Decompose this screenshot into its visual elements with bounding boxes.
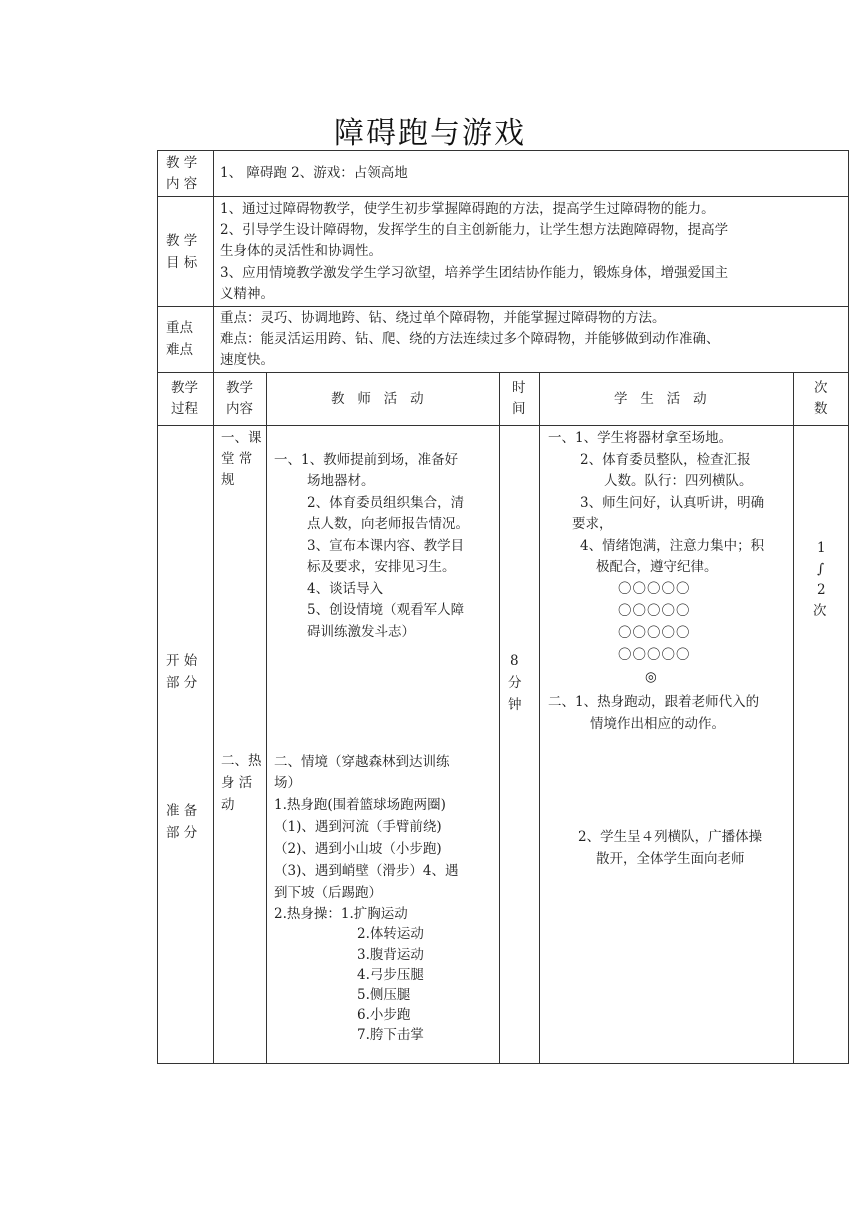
- key-label-2: 难点: [166, 342, 193, 358]
- header-teacher: 教 师 活 动: [331, 391, 424, 407]
- student-line: 极配合，遵守纪律。: [596, 559, 718, 575]
- key-label-1: 重点: [166, 320, 193, 336]
- student-line: 3、师生问好，认真听讲，明确: [580, 495, 765, 511]
- teacher-line: 5、创设情境（观看军人障: [307, 602, 465, 618]
- goals-line-1: 1、通过过障碍物教学，使学生初步掌握障碍跑的方法，提高学生过障碍物的能力。: [220, 201, 715, 217]
- header-time-2: 间: [512, 401, 526, 417]
- student-line: 4、情绪饱满，注意力集中；积: [580, 538, 765, 554]
- section-prep-1: 准 备: [166, 803, 198, 819]
- teacher-position-marker: ◎: [645, 669, 657, 685]
- student-line: 二、1、热身跑动，跟着老师代入的: [548, 694, 760, 710]
- goals-label-1: 教 学: [166, 233, 198, 249]
- teacher-line: 2.热身操：1.扩胸运动: [274, 906, 408, 922]
- teacher-line: 6.小步跑: [357, 1007, 411, 1023]
- teacher-line: （3)、遇到峭壁（滑步）4、遇: [274, 863, 459, 879]
- time-value: 8: [510, 653, 519, 669]
- student-line: 要求，: [572, 516, 613, 532]
- teacher-line: 碍训练激发斗志）: [307, 624, 415, 640]
- teacher-line: 4.弓步压腿: [357, 967, 424, 983]
- teacher-line: 5.侧压腿: [357, 987, 411, 1003]
- teacher-line: （1)、遇到河流（手臂前绕): [274, 819, 442, 835]
- teacher-line: 场）: [274, 775, 301, 791]
- teacher-line: 7.胯下击掌: [357, 1027, 424, 1043]
- content-routine-2: 堂 常: [221, 451, 253, 467]
- student-line: 情境作出相应的动作。: [590, 716, 725, 732]
- header-time-1: 时: [512, 380, 526, 396]
- teacher-line: 到下坡（后踢跑）: [274, 885, 382, 901]
- content-label-2: 内 容: [166, 176, 198, 192]
- key-line-1: 重点：灵巧、协调地跨、钻、绕过单个障碍物，并能掌握过障碍物的方法。: [220, 310, 666, 326]
- section-start-1: 开 始: [166, 653, 198, 669]
- content-warmup-3: 动: [221, 797, 235, 813]
- header-content-2: 内容: [226, 401, 253, 417]
- goals-line-4: 3、应用情境教学激发学生学习欲望，培养学生团结协作能力，锻炼身体，增强爱国主: [220, 265, 729, 281]
- teacher-line: 3、宣布本课内容、教学目: [307, 538, 465, 554]
- key-line-3: 速度快。: [220, 352, 274, 368]
- count-value-2: 2: [817, 582, 826, 598]
- goals-label-2: 目 标: [166, 255, 198, 271]
- teacher-line: 场地器材。: [307, 473, 375, 489]
- header-student: 学 生 活 动: [614, 391, 707, 407]
- student-line: 散开，全体学生面向老师: [596, 851, 745, 867]
- formation-row: 〇〇〇〇〇: [618, 647, 691, 663]
- content-warmup-1: 二、热: [221, 753, 262, 769]
- header-count-1: 次: [814, 380, 828, 396]
- content-text: 1、 障碍跑 2、游戏：占领高地: [220, 165, 408, 181]
- count-range-sign: ∫: [817, 561, 825, 577]
- goals-line-5: 义精神。: [220, 286, 274, 302]
- student-line: 2、学生呈４列横队，广播体操: [578, 829, 763, 845]
- teacher-line: 点人数，向老师报告情况。: [307, 516, 469, 532]
- header-content-1: 教学: [226, 380, 253, 396]
- teacher-line: 二、情境（穿越森林到达训练: [274, 754, 450, 770]
- teacher-line: 1.热身跑(围着篮球场跑两圈): [274, 797, 446, 813]
- teacher-line: 标及要求，安排见习生。: [307, 559, 456, 575]
- key-line-2: 难点：能灵活运用跨、钻、爬、绕的方法连续过多个障碍物，并能够做到动作准确、: [220, 331, 720, 347]
- teacher-line: 2、体育委员组织集合，清: [307, 495, 465, 511]
- count-value-1: 1: [817, 540, 826, 556]
- time-unit-1: 分: [508, 675, 522, 691]
- student-line: 人数。队行：四列横队。: [604, 473, 753, 489]
- goals-line-3: 生身体的灵活性和协调性。: [220, 243, 382, 259]
- count-unit: 次: [813, 603, 827, 619]
- content-routine-3: 规: [221, 472, 235, 488]
- header-process-1: 教学: [171, 380, 198, 396]
- formation-row: 〇〇〇〇〇: [618, 581, 691, 597]
- teacher-line: 3.腹背运动: [357, 947, 424, 963]
- teacher-line: 4、谈话导入: [307, 581, 384, 597]
- content-warmup-2: 身 活: [221, 775, 253, 791]
- teacher-line: （2)、遇到小山坡（小步跑): [274, 841, 442, 857]
- content-label-1: 教 学: [166, 155, 198, 171]
- goals-line-2: 2、引导学生设计障碍物，发挥学生的自主创新能力，让学生想方法跑障碍物，提高学: [220, 222, 729, 238]
- student-line: 一、1、学生将器材拿至场地。: [548, 430, 733, 446]
- section-start-2: 部 分: [166, 675, 198, 691]
- header-count-2: 数: [814, 401, 828, 417]
- teacher-line: 2.体转运动: [357, 926, 424, 942]
- teacher-line: 一、1、教师提前到场，准备好: [274, 452, 459, 468]
- time-unit-2: 钟: [508, 697, 522, 713]
- formation-row: 〇〇〇〇〇: [618, 603, 691, 619]
- formation-row: 〇〇〇〇〇: [618, 625, 691, 641]
- page-title: 障碍跑与游戏: [334, 116, 526, 151]
- student-line: 2、体育委员整队，检查汇报: [580, 452, 751, 468]
- content-routine-1: 一、课: [221, 430, 262, 446]
- section-prep-2: 部 分: [166, 825, 198, 841]
- header-process-2: 过程: [171, 401, 198, 417]
